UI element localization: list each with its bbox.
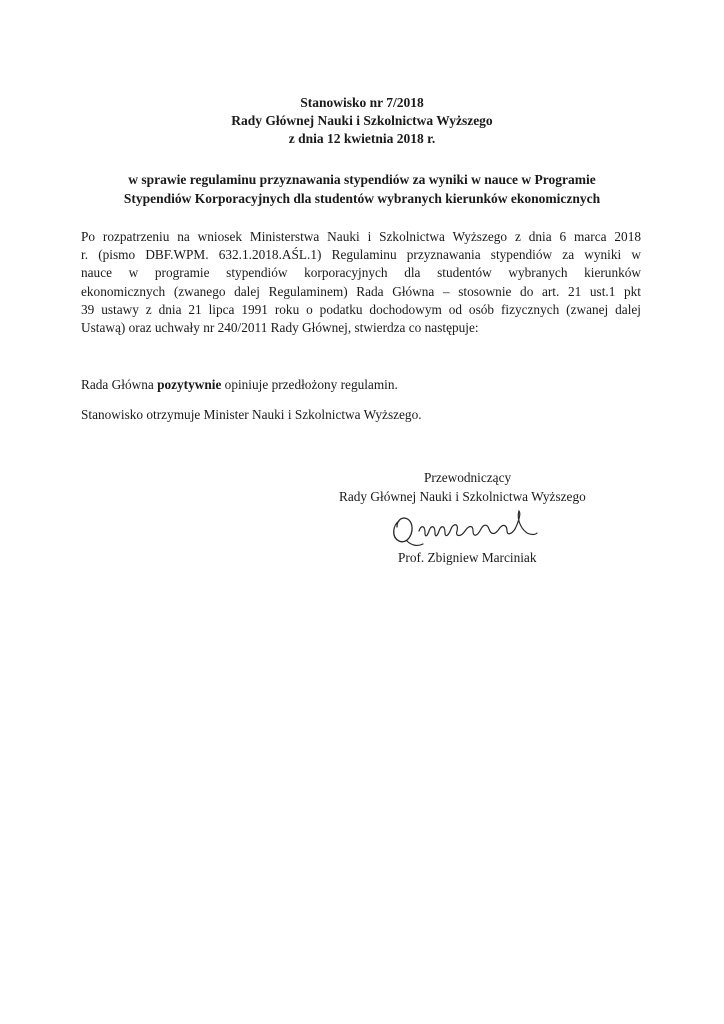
body-line: Ustawą) oraz uchwały nr 240/2011 Rady Głównej, stwierdza co następuje:	[81, 320, 479, 336]
body-line: nauce w programie stypendiów korporacyjnych dla studentów wybranych kierunków	[81, 265, 641, 281]
recipient-statement: Stanowisko otrzymuje Minister Nauki i Szkolnictwa Wyższego.	[81, 407, 422, 422]
opinion-suffix: opiniuje przedłożony regulamin.	[221, 377, 398, 392]
body-line: Po rozpatrzeniu na wniosek Ministerstwa Nauki i Szkolnictwa Wyższego z dnia 6 marca 2018	[81, 229, 641, 244]
body-paragraph	[81, 228, 641, 337]
opinion-prefix: Rada Główna	[81, 377, 158, 392]
handwritten-signature	[385, 507, 545, 547]
subject-line-2: Stypendiów Korporacyjnych dla studentów wybranych kierunków ekonomicznych	[123, 190, 601, 206]
issuing-body: Rady Głównej Nauki i Szkolnictwa Wyższego	[231, 113, 493, 128]
body-line: r. (pismo DBF.WPM. 632.1.2018.AŚL.1) Regulaminu przyznawania stypendiów za wyniki w	[81, 247, 641, 263]
subject-line-1: w sprawie regulaminu przyznawania stypendiów za wyniki w nauce w Programie	[128, 172, 596, 187]
document-header	[0, 94, 724, 148]
opinion-statement	[81, 376, 398, 394]
signatory-role: Przewodniczący	[424, 470, 512, 485]
opinion-emphasis: pozytywnie	[157, 377, 222, 392]
signatory-organization: Rady Głównej Nauki i Szkolnictwa Wyższego	[339, 489, 586, 504]
body-line: ekonomicznych (zwanego dalej Regulaminem) Rada Główna – stosownie do art. 21 ust.1 pkt	[81, 283, 641, 299]
document-subject	[60, 171, 664, 208]
document-title: Stanowisko nr 7/2018	[300, 95, 424, 110]
signatory-name: Prof. Zbigniew Marciniak	[398, 550, 537, 565]
document-date: z dnia 12 kwietnia 2018 r.	[288, 131, 436, 146]
body-line: 39 ustawy z dnia 21 lipca 1991 roku o podatku dochodowym od osób fizycznych (zwanej dalej	[81, 301, 641, 317]
